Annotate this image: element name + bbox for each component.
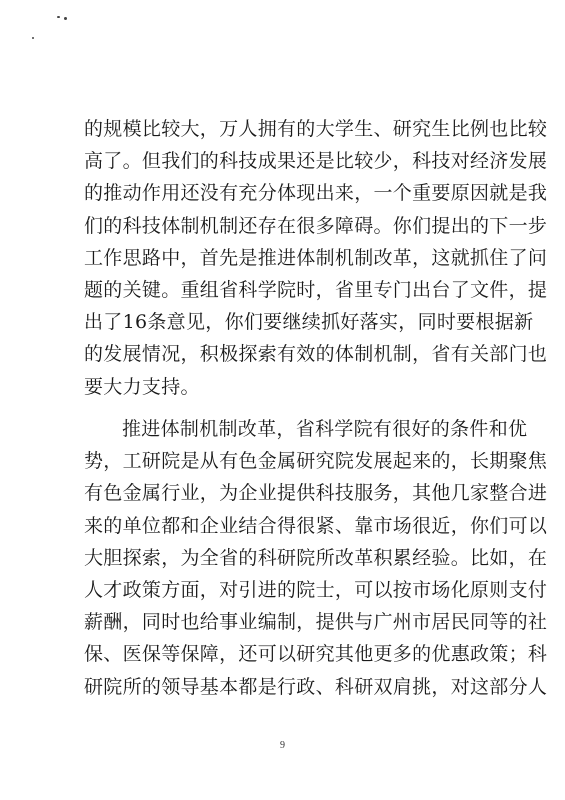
text-line: 薪酬，同时也给事业编制，提供与广州市居民同等的社 xyxy=(84,611,548,634)
text-line: 出了16条意见，你们要继续抓好落实，同时要根据新 xyxy=(84,311,534,334)
text-line: 有色金属行业，为企业提供科技服务，其他几家整合进 xyxy=(84,482,548,505)
text-line: 的推动作用还没有充分体现出来，一个重要原因就是我 xyxy=(84,182,548,205)
text-line: 高了。但我们的科技成果还是比较少，科技对经济发展 xyxy=(84,150,548,173)
text-line: 题的关键。重组省科学院时，省里专门出台了文件，提 xyxy=(84,278,548,301)
text-line: 要大力支持。 xyxy=(84,375,200,398)
paragraph-continued xyxy=(84,113,548,403)
text-line: 研院所的领导基本都是行政、科研双肩挑，对这部分人 xyxy=(84,675,548,698)
text-line: 大胆探索，为全省的科研院所改革积累经验。比如，在 xyxy=(84,546,548,569)
text-line: 的发展情况，积极探索有效的体制机制，省有关部门也 xyxy=(84,343,548,366)
scan-speck xyxy=(57,16,60,18)
scan-speck xyxy=(64,17,67,20)
text-line: 保、医保等保障，还可以研究其他更多的优惠政策；科 xyxy=(84,643,548,666)
text-line: 势，工研院是从有色金属研究院发展起来的，长期聚焦 xyxy=(84,450,548,473)
scan-speck xyxy=(32,37,34,39)
text-line: 工作思路中，首先是推进体制机制改革，这就抓住了问 xyxy=(84,246,548,269)
page-number: 9 xyxy=(280,740,285,751)
text-line: 推进体制机制改革，省科学院有很好的条件和优 xyxy=(122,418,528,440)
text-line: 人才政策方面，对引进的院士，可以按市场化原则支付 xyxy=(84,578,548,601)
text-line: 们的科技体制机制还存在很多障碍。你们提出的下一步 xyxy=(84,214,548,237)
text-line: 的规模比较大，万人拥有的大学生、研究生比例也比较 xyxy=(84,118,548,140)
text-line: 来的单位都和企业结合得很紧、靠市场很近，你们可以 xyxy=(84,514,548,537)
paragraph-reform xyxy=(84,413,548,703)
